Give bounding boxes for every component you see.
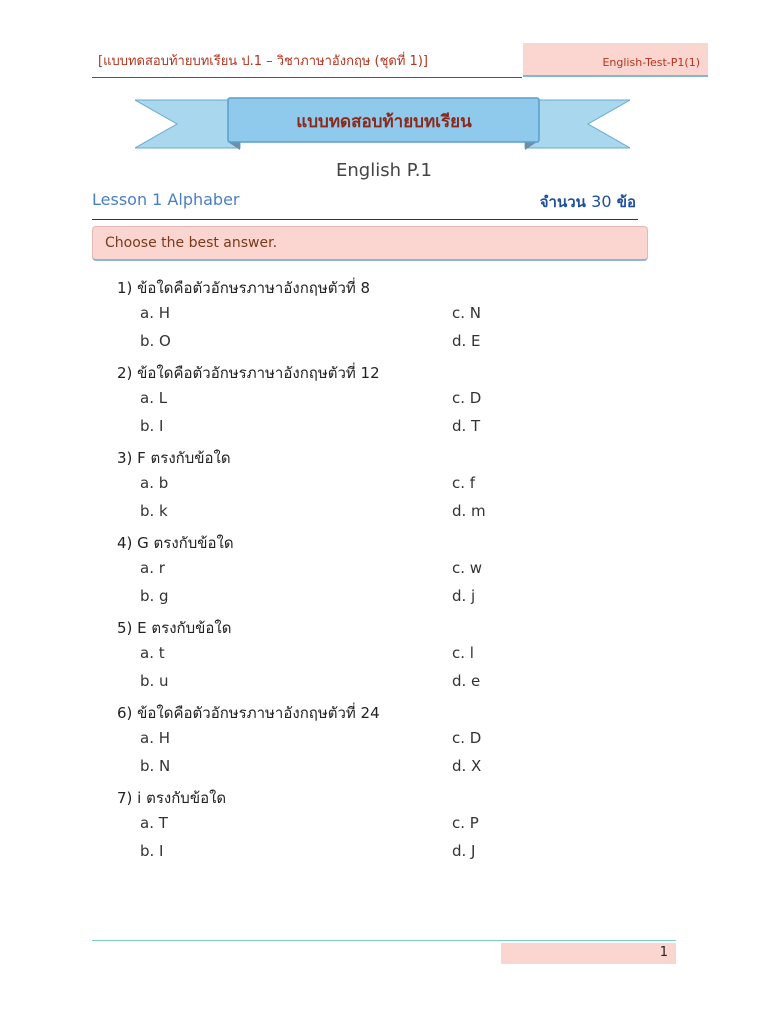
count-prefix: จำนวน	[539, 193, 586, 211]
header-rule	[92, 77, 522, 78]
question-1: 1) ข้อใดคือตัวอักษรภาษาอังกฤษตัวที่ 8	[117, 279, 371, 297]
q5-option-b[interactable]: b. u	[140, 672, 169, 690]
q7-option-b[interactable]: b. I	[140, 842, 164, 860]
question-4: 4) G ตรงกับข้อใด	[117, 534, 234, 552]
count-suffix: ข้อ	[616, 193, 636, 211]
q1-option-d[interactable]: d. E	[452, 332, 481, 350]
q5-option-c[interactable]: c. l	[452, 644, 474, 662]
q3-option-b[interactable]: b. k	[140, 502, 168, 520]
q4-option-c[interactable]: c. w	[452, 559, 483, 577]
q2-option-a[interactable]: a. L	[140, 389, 168, 407]
header-code: English-Test-P1(1)	[523, 43, 708, 77]
q2-option-b[interactable]: b. I	[140, 417, 164, 435]
instruction-box: Choose the best answer.	[92, 226, 648, 261]
q7-option-a[interactable]: a. T	[140, 814, 168, 832]
question-6: 6) ข้อใดคือตัวอักษรภาษาอังกฤษตัวที่ 24	[117, 704, 380, 722]
q6-option-a[interactable]: a. H	[140, 729, 171, 747]
q3-option-a[interactable]: a. b	[140, 474, 169, 492]
q4-option-a[interactable]: a. r	[140, 559, 165, 577]
q6-option-d[interactable]: d. X	[452, 757, 482, 775]
q6-option-b[interactable]: b. N	[140, 757, 171, 775]
q6-option-c[interactable]: c. D	[452, 729, 482, 747]
header-title: [แบบทดสอบท้ายบทเรียน ป.1 – วิชาภาษาอังกฤษ (ชุดที่ 1)]	[98, 54, 428, 69]
q7-option-d[interactable]: d. J	[452, 842, 476, 860]
q2-option-c[interactable]: c. D	[452, 389, 482, 407]
q7-option-c[interactable]: c. P	[452, 814, 479, 832]
subject-title: English P.1	[336, 160, 432, 181]
q3-option-d[interactable]: d. m	[452, 502, 486, 520]
q1-option-b[interactable]: b. O	[140, 332, 171, 350]
question-3: 3) F ตรงกับข้อใด	[117, 449, 231, 467]
q3-option-c[interactable]: c. f	[452, 474, 476, 492]
banner-title: แบบทดสอบท้ายบทเรียน	[296, 111, 472, 132]
page-number: 1	[501, 943, 676, 964]
q4-option-d[interactable]: d. j	[452, 587, 476, 605]
q5-option-a[interactable]: a. t	[140, 644, 165, 662]
count-number: 30	[591, 192, 612, 211]
q2-option-d[interactable]: d. T	[452, 417, 481, 435]
question-count	[540, 190, 636, 214]
question-2: 2) ข้อใดคือตัวอักษรภาษาอังกฤษตัวที่ 12	[117, 364, 380, 382]
q1-option-c[interactable]: c. N	[452, 304, 482, 322]
question-5: 5) E ตรงกับข้อใด	[117, 619, 232, 637]
question-7: 7) i ตรงกับข้อใด	[117, 789, 227, 807]
q4-option-b[interactable]: b. g	[140, 587, 169, 605]
q5-option-d[interactable]: d. e	[452, 672, 481, 690]
lesson-title: Lesson 1 Alphaber	[92, 190, 240, 209]
footer-rule	[92, 940, 676, 941]
lesson-rule	[92, 219, 638, 220]
q1-option-a[interactable]: a. H	[140, 304, 171, 322]
